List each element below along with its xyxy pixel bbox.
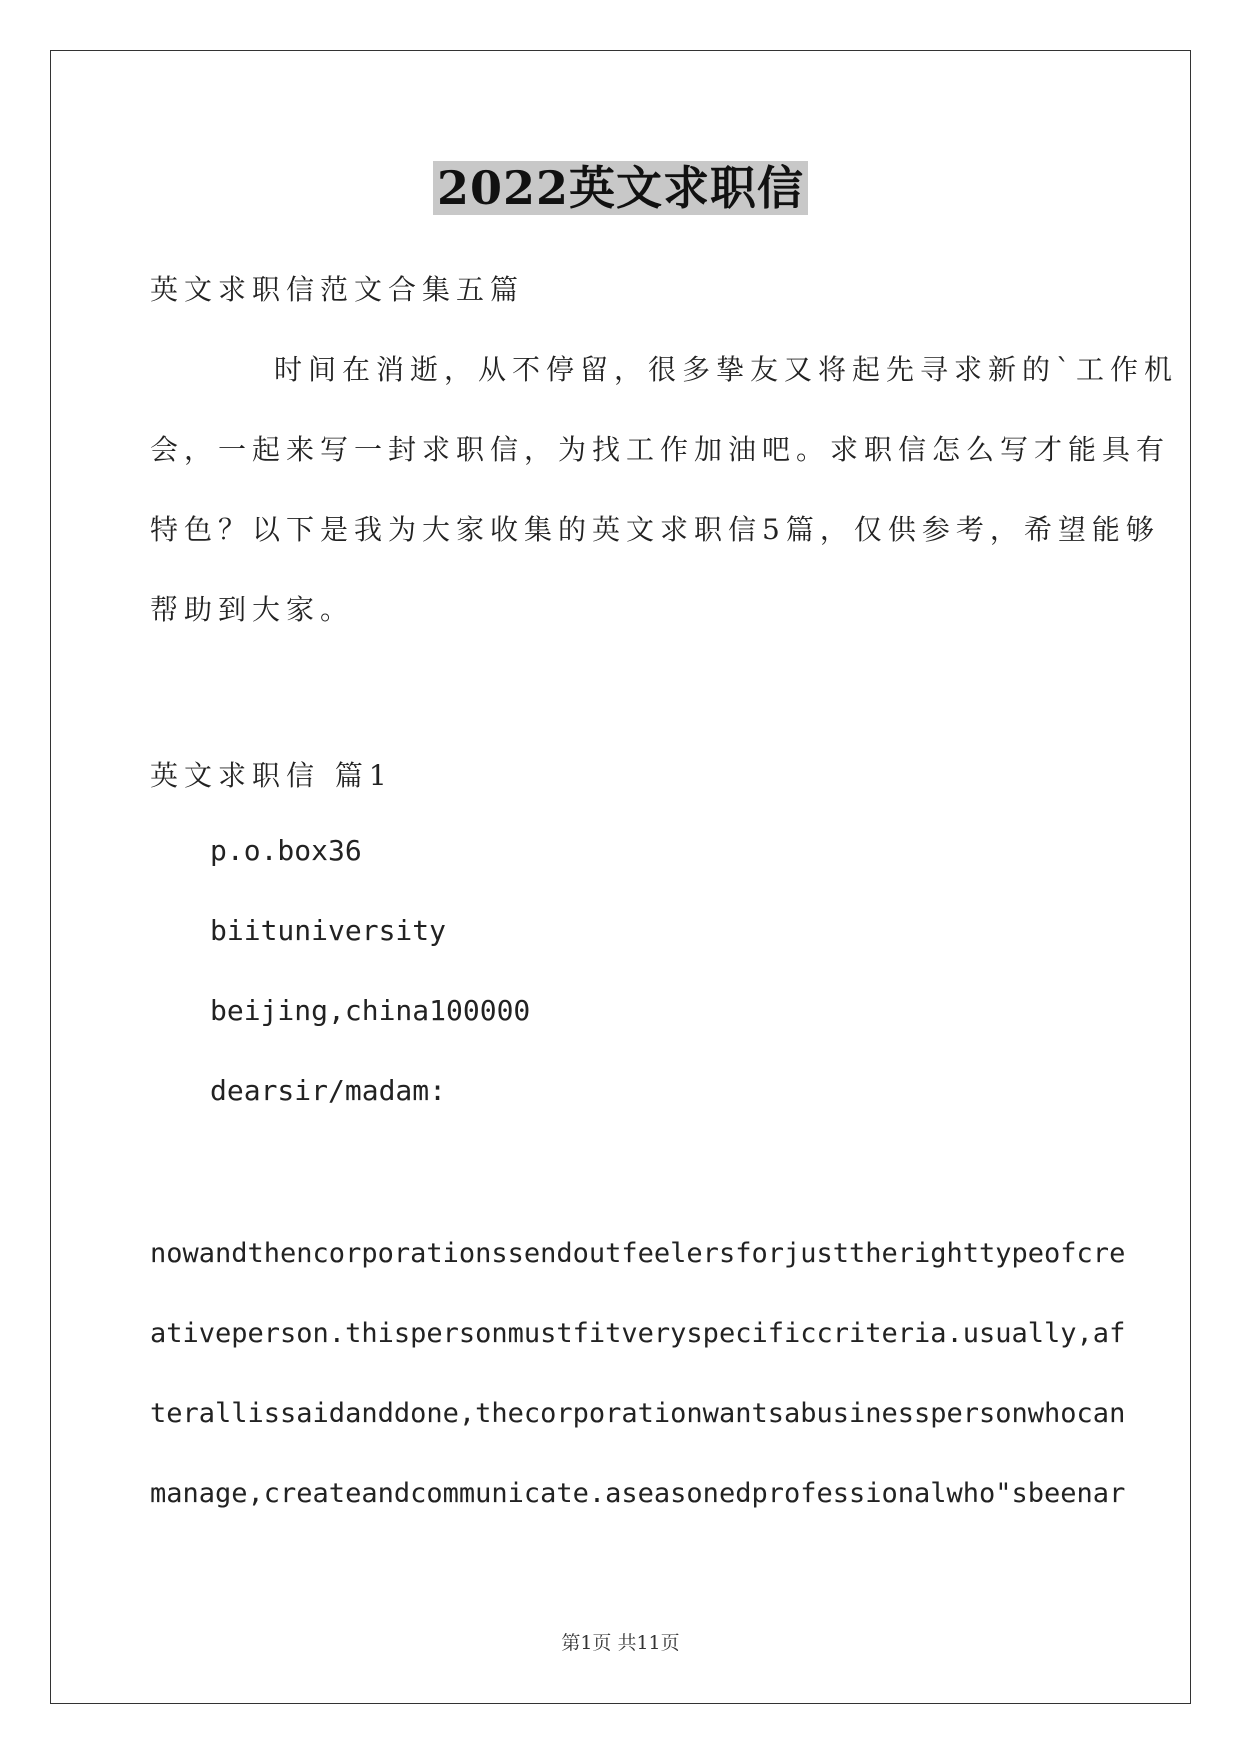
intro-line: 会，一起来写一封求职信，为找工作加油吧。求职信怎么写才能具有 bbox=[150, 433, 1171, 466]
subtitle: 英文求职信范文合集五篇 bbox=[150, 273, 525, 306]
body-line: manage,createandcommunicate.aseasonedprofessionalwho"sbeenar bbox=[150, 1478, 1126, 1509]
body-line: nowandthencorporationssendoutfeelersforjusttherighttypeofcre bbox=[150, 1238, 1126, 1269]
intro-line: 时间在消逝，从不停留，很多挚友又将起先寻求新的`工作机 bbox=[274, 353, 1179, 386]
address-line: beijing,china100000 bbox=[210, 994, 531, 1027]
intro-line: 帮助到大家。 bbox=[150, 593, 355, 626]
intro-line: 特色？以下是我为大家收集的英文求职信5篇，仅供参考，希望能够 bbox=[150, 513, 1160, 546]
address-line: p.o.box36 bbox=[210, 834, 362, 867]
document-title: 2022英文求职信 bbox=[0, 152, 1241, 218]
salutation: dearsir/madam: bbox=[210, 1074, 447, 1107]
body-line: terallissaidanddone,thecorporationwantsabusinesspersonwhocan bbox=[150, 1398, 1126, 1429]
section-heading: 英文求职信 篇1 bbox=[150, 759, 393, 792]
address-line: biituniversity bbox=[210, 914, 447, 947]
body-line: ativeperson.thispersonmustfitveryspecificcriteria.usually,af bbox=[150, 1318, 1126, 1349]
page-footer: 第1页 共11页 bbox=[561, 1632, 680, 1654]
